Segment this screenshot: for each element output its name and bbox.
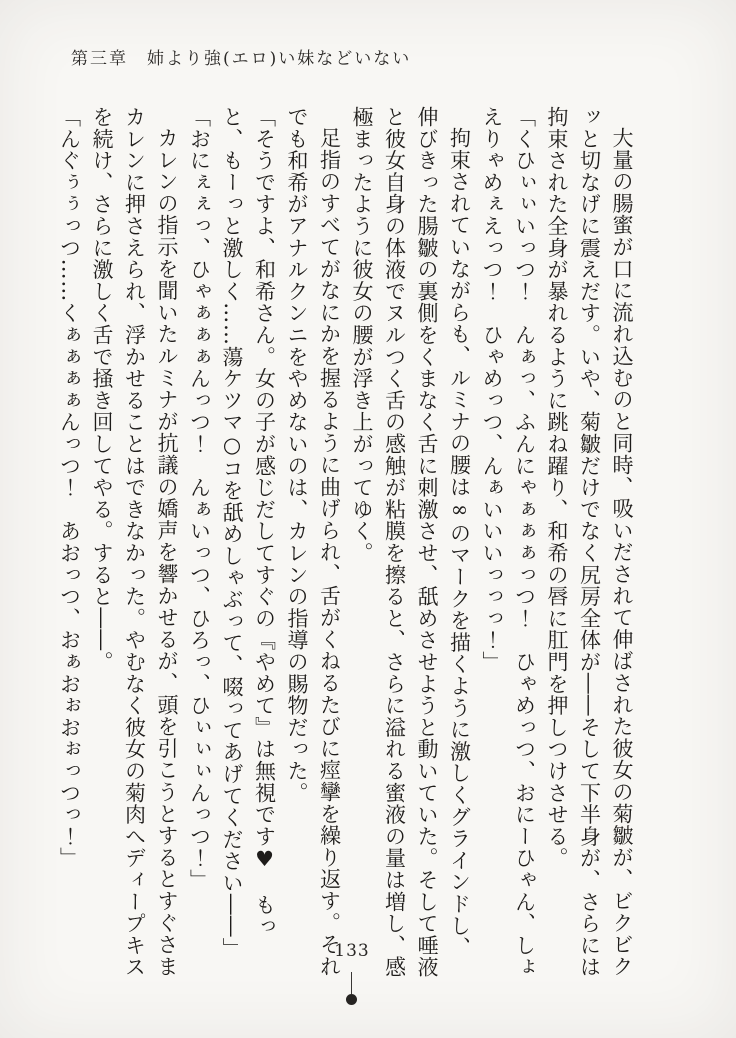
paragraph-5: 「そうですよ、和希さん。女の子が感じだしてすぐの『やめて』は無視です♥ もっと、もーっと激しく……蕩ケツマ○コを舐めしゃぶって、啜ってあげてください――」 (220, 106, 277, 960)
paragraph-2: 「くひぃぃいっつ！ んぁっ、ふんにゃぁぁぁっつ！ ひゃめっつ、おにーひゃん、しょえりゃめぇえっつ！ ひゃめっつ、んぁいいいっっっ！」 (480, 106, 537, 978)
page-number: 133 (334, 941, 370, 961)
paragraph-4: 足指のすべてがなにかを握るように曲げられ、舌がくねるたびに痙攣を繰り返す。それでも和希がアナルクンニをやめないのは、カレンの指導の賜物だった。 (285, 106, 342, 978)
pin-line-decoration (351, 972, 352, 994)
paragraph-3: 拘束されていながらも、ルミナの腰は∞のマークを描くように激しくグラインドし、伸びきった腸皺の裏側をくまなく舌に刺激させ、舐めさせようと動いていた。そして唾液と彼女自身の体液でヌルつく舌の感触が粘膜を擦ると、さらに溢れる蜜液の量は増し、感極まったように彼女の腰が浮き上がってゆく。 (350, 106, 472, 978)
chapter-header: 第三章 姉より強(エロ)い妹などいない (71, 49, 412, 69)
body-text (53, 106, 638, 978)
paragraph-8: 「んぐぅぅっつ……くぁぁぁぁんっつ！ あおっつ、おぁおぉおぉっつっ！」 (57, 106, 82, 869)
paragraph-1: 大量の腸蜜が口に流れ込むのと同時、吸いだされて伸ばされた彼女の菊皺が、ビクビクッと切なげに震えだす。いや、菊皺だけでなく尻房全体が――そして下半身が、さらには拘束された全身が暴れるように跳ね躍り、和希の唇に肛門を押しつけさせる。 (545, 106, 634, 978)
pin-dot-icon (346, 994, 357, 1005)
paragraph-6: 「おにぇぇっ、ひゃぁぁぁんっつ！ んぁいっつ、ひろっ、ひぃぃぃんっつ！」 (187, 106, 212, 891)
paragraph-7: カレンの指示を聞いたルミナが抗議の嬌声を響かせるが、頭を引こうとするとすぐさまカレンに押さえられ、浮かせることはできなかった。やむなく彼女の菊肉へディープキスを続け、さらに激しく舌で掻き回してやる。すると――。 (90, 106, 179, 978)
